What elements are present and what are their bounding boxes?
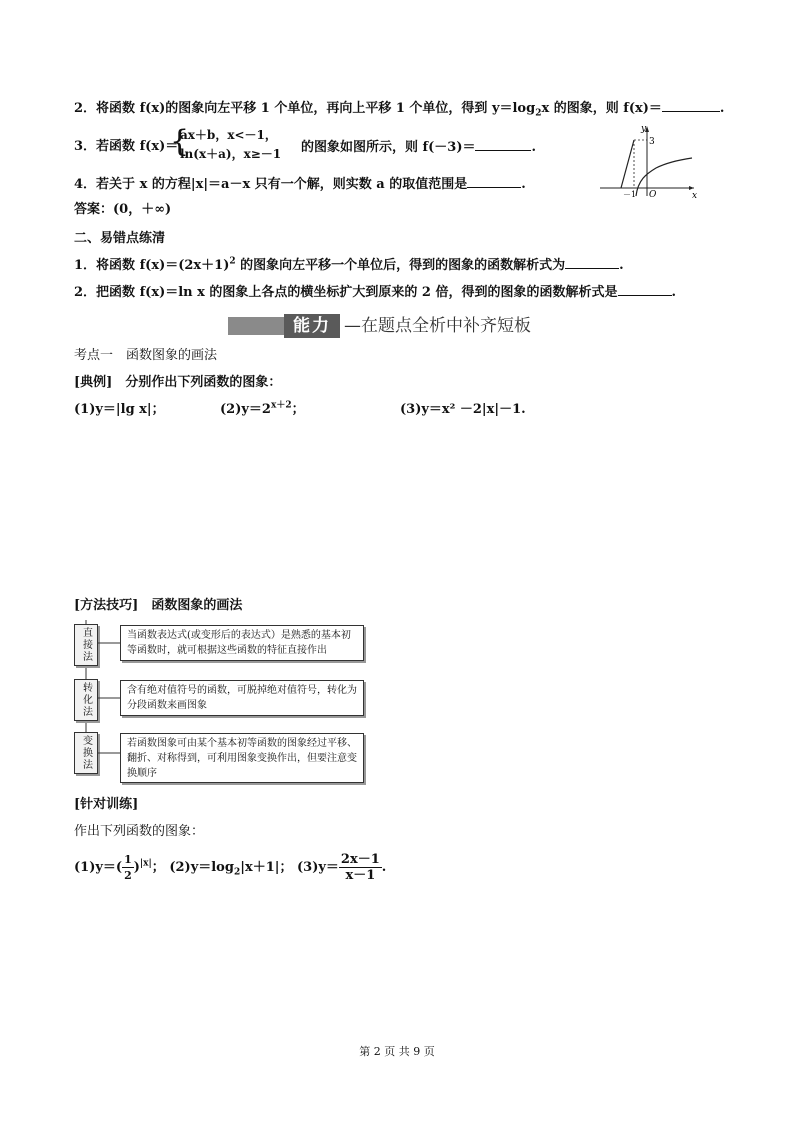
period: . <box>671 285 677 300</box>
semicolon: ； <box>291 402 305 417</box>
training-text: 作出下列函数的图象： <box>74 824 205 839</box>
answer-blank[interactable] <box>662 99 720 112</box>
question-number: 4． <box>74 177 97 192</box>
exponent: |x| <box>139 858 152 869</box>
question-4 <box>74 175 526 194</box>
question-text: 若关于 x 的方程|x|＝a－x 只有一个解，则实数 a 的取值范围是 <box>96 177 468 192</box>
method-label-change: 变换法 <box>74 732 98 774</box>
linear-piece <box>621 140 634 188</box>
function-graph <box>596 122 700 200</box>
func-2-text: (2)y＝log <box>169 860 234 875</box>
example-tag: [典例] <box>74 375 113 390</box>
period: . <box>381 860 387 875</box>
connector-3 <box>98 751 120 755</box>
training-tag: [针对训练] <box>74 797 139 812</box>
example-func-2 <box>220 401 305 419</box>
question-3-tail <box>301 138 536 157</box>
example-intro <box>74 374 281 392</box>
method-label-transform: 转化法 <box>74 679 98 721</box>
x-axis-arrow-icon <box>689 186 694 190</box>
method-desc-direct: 当函数表达式(或变形后的表达式）是熟悉的基本初等函数时，就可根据这些函数的特征直接作出 <box>120 625 364 661</box>
question-number: 3． <box>74 139 97 154</box>
question-text-continued: 的图象向左平移一个单位后，得到的图象的函数解析式为 <box>235 258 566 273</box>
question-number: 1． <box>74 258 97 273</box>
paren-close: ) <box>133 860 140 875</box>
answer-blank[interactable] <box>467 175 521 188</box>
question-3-lead <box>74 138 178 156</box>
tick-3: 3 <box>649 137 655 147</box>
period: . <box>531 140 536 155</box>
piecewise-case-2: ln(x＋a)，x≥－1 <box>180 147 282 161</box>
log-base: 2 <box>233 867 241 878</box>
question-2 <box>74 99 724 118</box>
log-base: 2 <box>535 108 542 119</box>
method-heading <box>74 597 242 615</box>
denominator: 2 <box>124 869 132 882</box>
question-number: 2． <box>74 285 97 300</box>
question-text: 把函数 f(x)＝ln x 的图象上各点的横坐标扩大到原来的 2 倍，得到的图象的函数解析式是 <box>96 285 618 300</box>
method-tag: [方法技巧] <box>74 598 139 613</box>
piecewise-case-1: ax＋b，x<－1， <box>180 128 277 142</box>
func-text: (2)y＝2 <box>220 402 271 417</box>
question-text-continued: x 的图象，则 f(x)＝ <box>541 101 662 116</box>
denominator: x－1 <box>345 868 376 883</box>
x-label: x <box>692 191 698 200</box>
numerator: 2x－1 <box>340 852 380 867</box>
period: . <box>521 177 526 192</box>
log-piece <box>636 158 692 196</box>
numerator: 1 <box>124 853 132 866</box>
banner-bar <box>228 317 284 335</box>
origin-label: O <box>649 190 657 200</box>
question-text: 若函数 f(x)＝ <box>96 139 179 154</box>
answer-blank[interactable] <box>565 256 619 269</box>
topic-title: 考点一 函数图象的画法 <box>74 348 218 363</box>
func-3-text: (3)y＝ <box>297 860 339 875</box>
method-desc-change: 若函数图象可由某个基本初等函数的图象经过平移、翻折、对称得到，可利用图象变换作出，但要注意变换顺序 <box>120 733 364 783</box>
banner-subtitle: —在题点全析中补齐短板 <box>344 316 531 336</box>
question-text-continued: 的图象如图所示，则 f(－3)＝ <box>301 140 476 155</box>
question-text: 将函数 f(x)的图象向左平移 1 个单位，再向上平移 1 个单位，得到 y＝log <box>96 101 536 116</box>
connector-1 <box>98 641 120 645</box>
question-number: 2． <box>74 101 97 116</box>
exponent: x＋2 <box>270 400 292 411</box>
method-desc-transform: 含有绝对值符号的函数，可脱掉绝对值符号，转化为分段函数来画图象 <box>120 680 364 716</box>
section-title: 二、易错点练清 <box>74 231 166 246</box>
exponent: 2 <box>229 256 236 267</box>
func-1-text: (1)y＝( <box>74 860 123 875</box>
method-title: 函数图象的画法 <box>151 598 243 613</box>
func-2-tail: |x＋1|； <box>240 860 293 875</box>
answer-blank[interactable] <box>618 283 672 296</box>
fraction-func-3 <box>339 852 382 883</box>
piecewise-brace: { <box>170 124 190 159</box>
period: . <box>619 258 624 273</box>
fraction-half <box>122 852 134 883</box>
answer-line: 答案：(0，＋∞) <box>74 202 172 217</box>
connector-2 <box>98 696 120 700</box>
period: . <box>719 101 725 116</box>
error-practice-2 <box>74 283 676 302</box>
error-practice-1 <box>74 256 624 275</box>
example-text: 分别作出下列函数的图象： <box>125 375 282 390</box>
example-func-3: (3)y＝x² －2|x|－1. <box>400 402 526 417</box>
question-text: 将函数 f(x)＝(2x＋1) <box>96 258 230 273</box>
example-func-1: (1)y＝|lg x|； <box>74 402 165 417</box>
tick-neg1: －1 <box>623 190 637 199</box>
method-label-direct: 直接法 <box>74 624 98 666</box>
training-funcs <box>74 852 386 883</box>
semicolon: ； <box>151 860 165 875</box>
page-footer: 第 2 页 共 9 页 <box>359 1045 435 1058</box>
y-label: y <box>641 124 647 134</box>
banner-label: 能力 <box>284 314 340 338</box>
answer-blank[interactable] <box>475 138 531 151</box>
